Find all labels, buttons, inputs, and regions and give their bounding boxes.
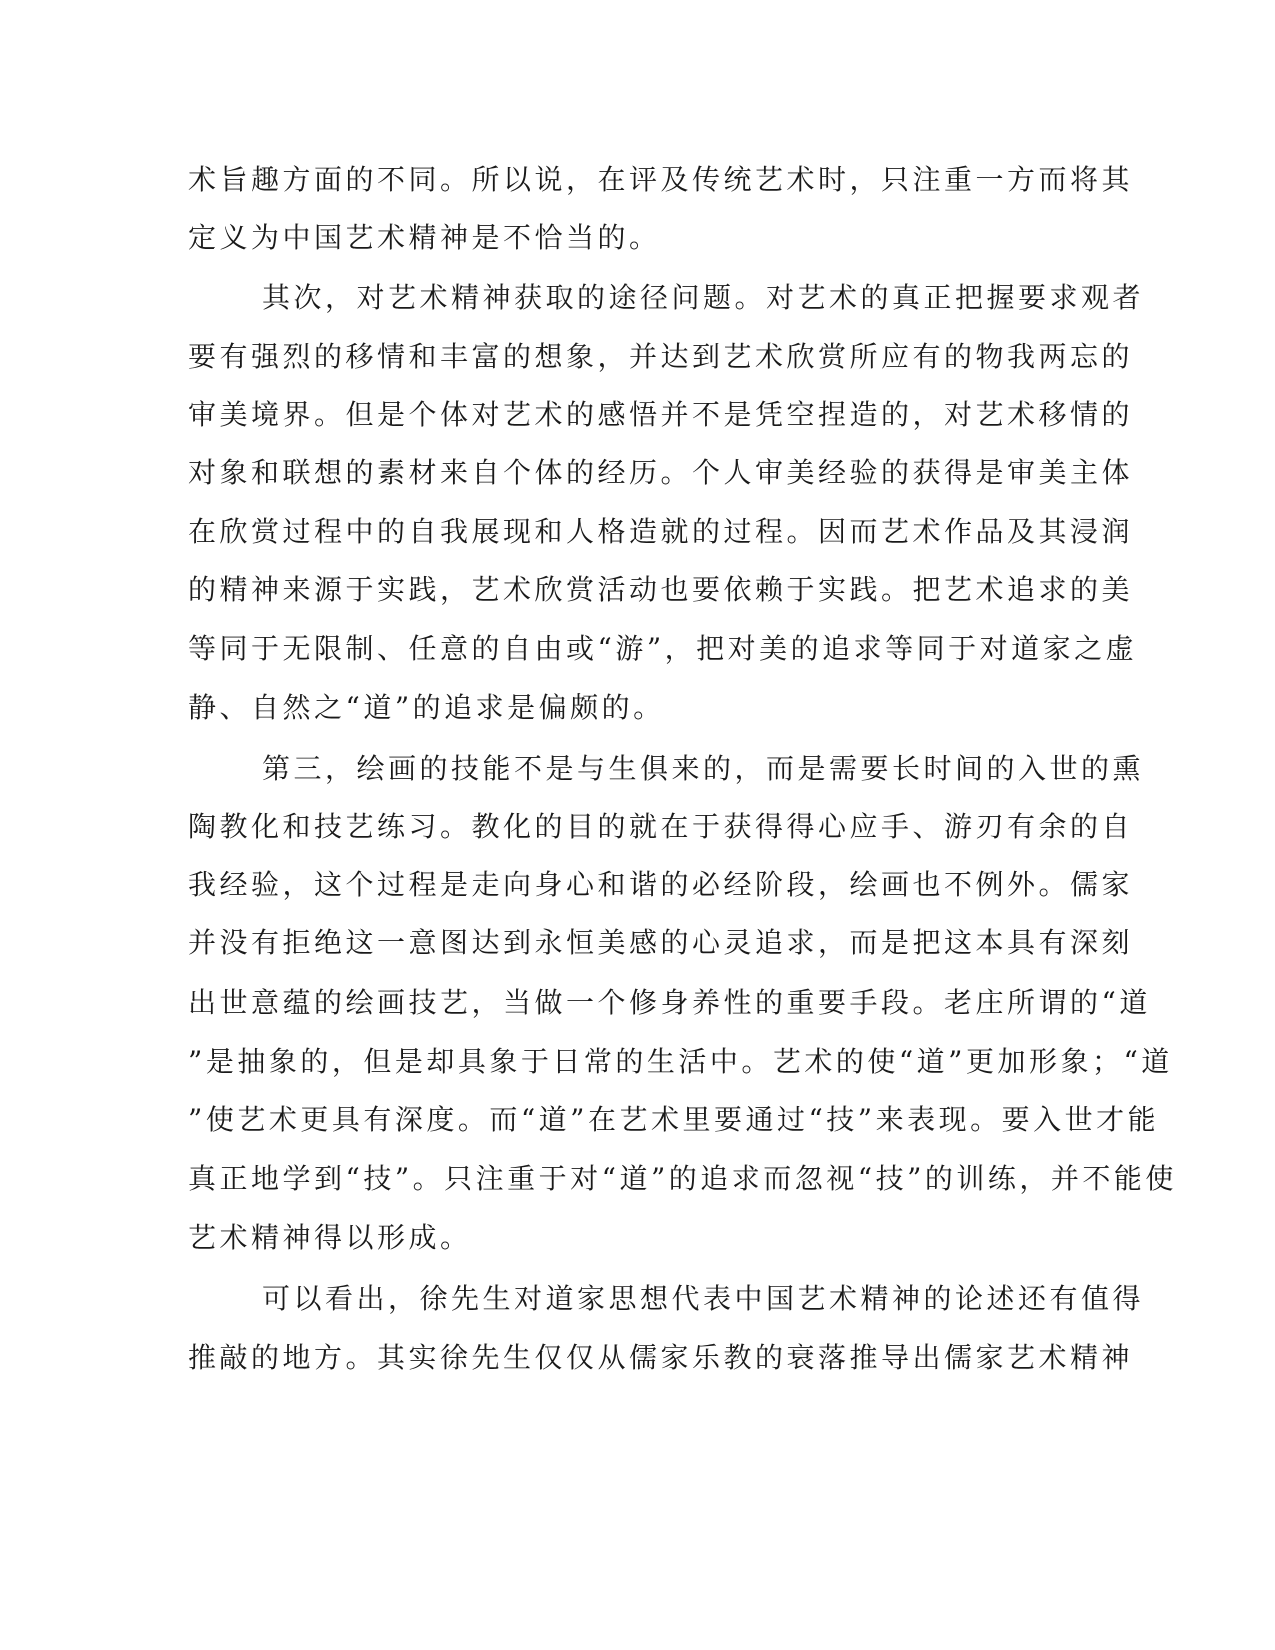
text-line: 在欣赏过程中的自我展现和人格造就的过程。因而艺术作品及其浸润 [188, 515, 1134, 548]
text-line: 术旨趣方面的不同。所以说，在评及传统艺术时，只注重一方而将其 [188, 163, 1134, 196]
text-line: 艺术精神得以形成。 [188, 1221, 472, 1254]
text-line: 审美境界。但是个体对艺术的感悟并不是凭空捏造的，对艺术移情的 [188, 398, 1134, 431]
paragraph-first-line: 可以看出，徐先生对道家思想代表中国艺术精神的论述还有值得 [262, 1282, 1145, 1315]
text-line: 的精神来源于实践，艺术欣赏活动也要依赖于实践。把艺术追求的美 [188, 573, 1134, 606]
text-line: 陶教化和技艺练习。教化的目的就在于获得得心应手、游刃有余的自 [188, 810, 1134, 843]
paragraph-first-line: 其次，对艺术精神获取的途径问题。对艺术的真正把握要求观者 [262, 281, 1145, 314]
text-line: 推敲的地方。其实徐先生仅仅从儒家乐教的衰落推导出儒家艺术精神 [188, 1341, 1134, 1374]
text-line: 并没有拒绝这一意图达到永恒美感的心灵追求，而是把这本具有深刻 [188, 926, 1134, 959]
text-line: 我经验，这个过程是走向身心和谐的必经阶段，绘画也不例外。儒家 [188, 868, 1134, 901]
text-line: 静、自然之“道”的追求是偏颇的。 [188, 691, 665, 724]
paragraph-first-line: 第三，绘画的技能不是与生俱来的，而是需要长时间的入世的熏 [262, 752, 1145, 785]
text-line: 等同于无限制、任意的自由或“游”，把对美的追求等同于对道家之虚 [188, 632, 1138, 665]
text-line: 定义为中国艺术精神是不恰当的。 [188, 221, 661, 254]
text-line: ”使艺术更具有深度。而“道”在艺术里要通过“技”来表现。要入世才能 [188, 1103, 1160, 1136]
text-line: 真正地学到“技”。只注重于对“道”的追求而忽视“技”的训练，并不能使 [188, 1162, 1177, 1195]
text-line: 对象和联想的素材来自个体的经历。个人审美经验的获得是审美主体 [188, 456, 1134, 489]
text-line: ”是抽象的，但是却具象于日常的生活中。艺术的使“道”更加形象；“道 [188, 1045, 1173, 1078]
text-line: 要有强烈的移情和丰富的想象，并达到艺术欣赏所应有的物我两忘的 [188, 340, 1134, 373]
text-line: 出世意蕴的绘画技艺，当做一个修身养性的重要手段。老庄所谓的“道 [188, 986, 1151, 1019]
